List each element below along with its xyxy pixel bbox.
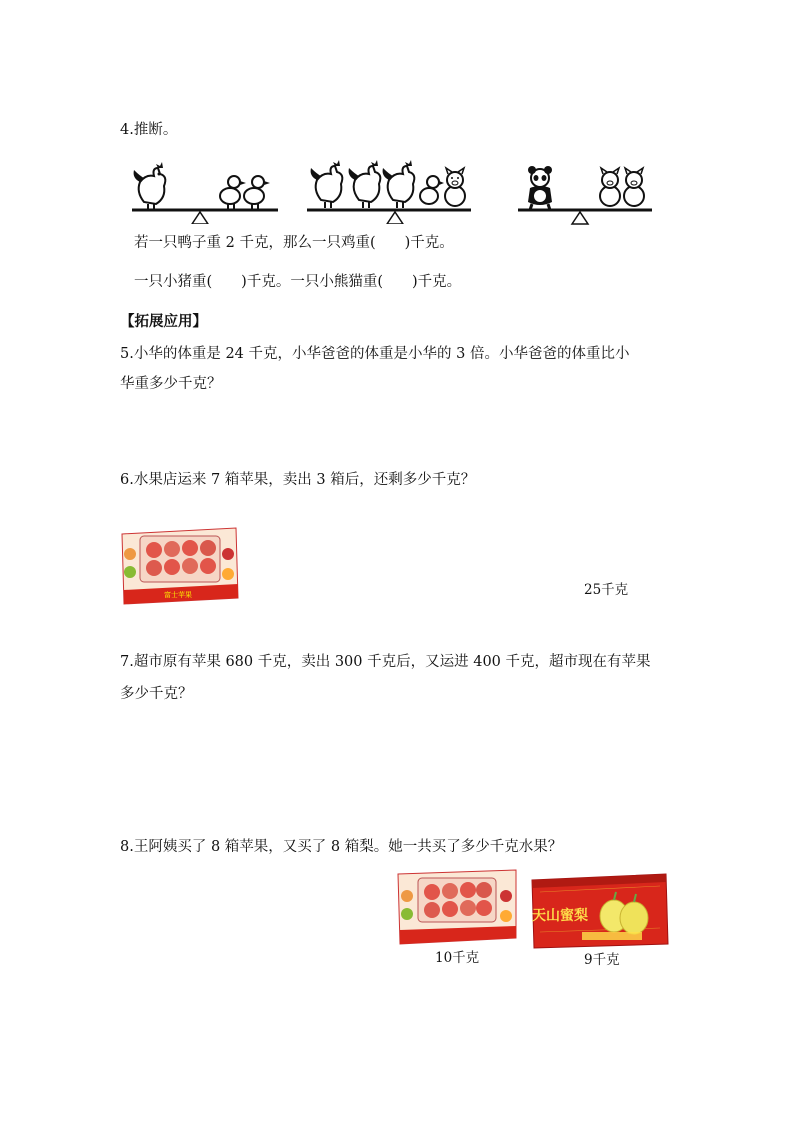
q8-line1: 8.王阿姨买了 8 箱苹果，又买了 8 箱梨。她一共买了多少千克水果？ (120, 839, 563, 855)
apple-box-image (396, 868, 518, 948)
scale-pivot (192, 212, 208, 224)
box-brand-text: 富士苹果 (164, 591, 192, 599)
q4-line2: 一只小猪重( )千克。一只小熊猫重( )千克。 (134, 274, 462, 290)
piglet-icon (600, 168, 620, 206)
scale-pivot (387, 212, 403, 224)
q6-box-weight-label: 25千克 (584, 582, 629, 598)
apple-box-image (118, 524, 240, 606)
q7-line1: 7.超市原有苹果 680 千克，卖出 300 千克后，又运进 400 千克，超市现在有苹果 (120, 654, 651, 670)
rooster-icon (349, 160, 381, 208)
section-heading: 【拓展应用】 (120, 313, 207, 330)
q8-apple-weight-label: 10千克 (435, 950, 480, 966)
rooster-icon (383, 160, 415, 208)
q4-line1: 若一只鸭子重 2 千克，那么一只鸡重( )千克。 (134, 235, 454, 251)
duck-icon (420, 176, 444, 204)
pear-box-image (530, 872, 670, 950)
piglet-icon (445, 168, 465, 206)
rooster-icon (311, 160, 343, 208)
q5-line1: 5.小华的体重是 24 千克，小华爸爸的体重是小华的 3 倍。小华爸爸的体重比小 (120, 346, 630, 362)
balance-scale-2 (305, 158, 475, 224)
q7-line2: 多少千克？ (120, 686, 193, 702)
q5-line2: 华重多少千克？ (120, 376, 222, 392)
piglet-icon (624, 168, 644, 206)
q8-pear-weight-label: 9千克 (584, 952, 620, 968)
rooster-icon (134, 162, 166, 210)
q4-title: 4.推断。 (120, 122, 178, 138)
q6-line1: 6.水果店运来 7 箱苹果，卖出 3 箱后，还剩多少千克？ (120, 472, 476, 488)
balance-scale-3 (516, 164, 658, 226)
duck-icon (244, 176, 270, 210)
pear-brand-text: 天山蜜梨 (532, 908, 588, 924)
panda-icon (528, 166, 552, 210)
balance-scale-1 (130, 162, 280, 224)
duck-icon (220, 176, 246, 210)
scale-pivot (572, 212, 588, 224)
